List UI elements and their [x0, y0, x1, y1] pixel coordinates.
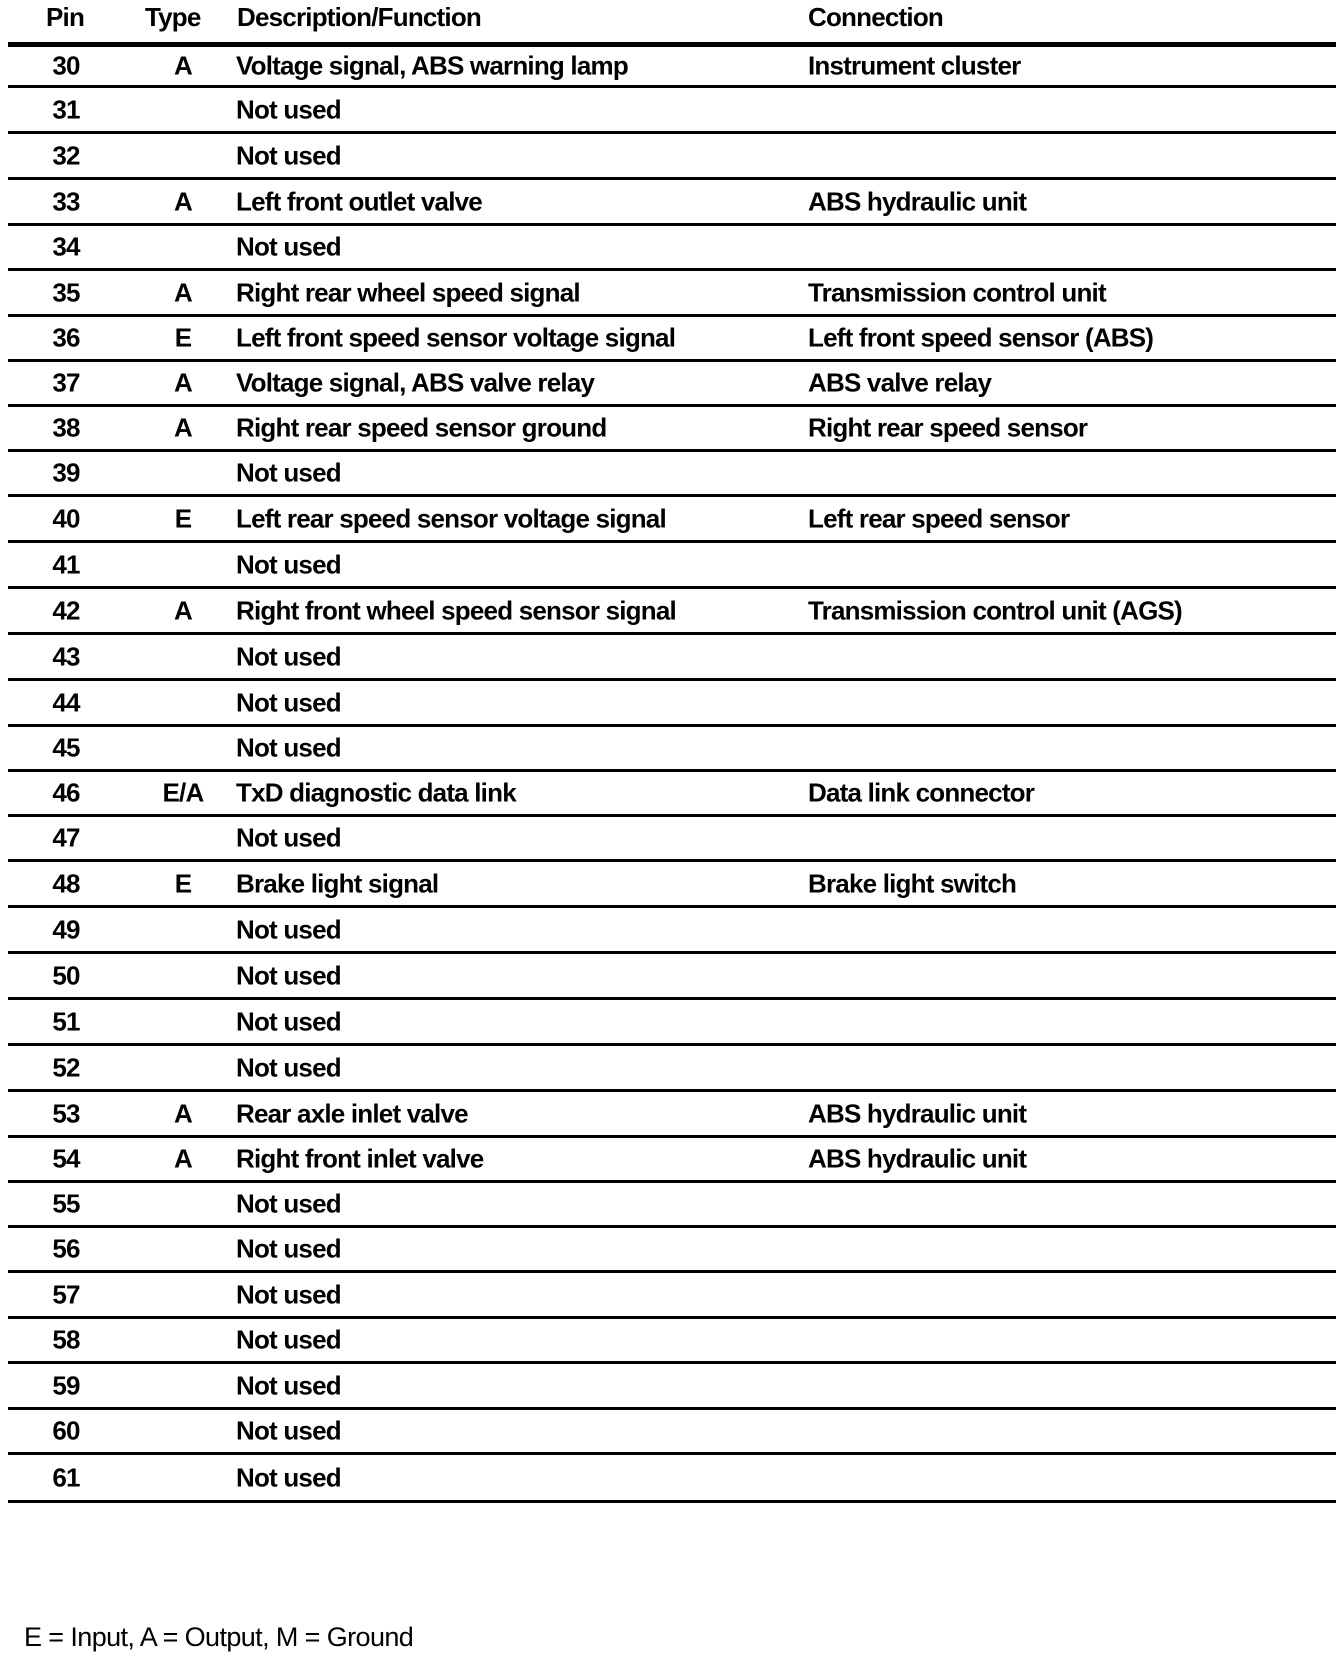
table-row [8, 817, 1336, 862]
pin-cell: 50 [52, 959, 80, 990]
table-row [8, 772, 1336, 817]
description-cell: Not used [236, 231, 341, 262]
connection-cell: Left front speed sensor (ABS) [808, 322, 1154, 353]
description-cell: TxD diagnostic data link [236, 777, 516, 808]
description-cell: Not used [236, 686, 341, 717]
pin-cell: 49 [52, 913, 80, 944]
connection-cell: ABS valve relay [808, 367, 992, 398]
table-row [8, 543, 1336, 589]
description-cell: Not used [236, 1278, 341, 1309]
description-cell: Not used [236, 1369, 341, 1400]
table-row [8, 47, 1336, 88]
description-cell: Not used [236, 1415, 341, 1446]
description-cell: Voltage signal, ABS valve relay [236, 367, 595, 398]
table-row [8, 635, 1336, 681]
table-row [8, 317, 1336, 362]
connection-cell: Transmission control unit [808, 276, 1106, 307]
table-row [8, 954, 1336, 1000]
description-cell: Not used [236, 822, 341, 853]
description-cell: Not used [236, 457, 341, 488]
table-row [8, 862, 1336, 908]
pin-cell: 34 [52, 231, 80, 262]
header-description: Description/Function [237, 2, 482, 32]
pin-cell: 48 [52, 867, 80, 898]
connection-cell: Instrument cluster [808, 50, 1021, 81]
type-cell: E/A [162, 777, 204, 808]
description-cell: Right rear wheel speed signal [236, 276, 580, 307]
type-cell: A [174, 276, 192, 307]
table-row [8, 1183, 1336, 1228]
table-row [8, 452, 1336, 497]
table-row [8, 1273, 1336, 1319]
description-cell: Not used [236, 1324, 341, 1355]
description-cell: Voltage signal, ABS warning lamp [236, 50, 628, 81]
pin-cell: 37 [52, 367, 80, 398]
description-cell: Left rear speed sensor voltage signal [236, 502, 666, 533]
pin-cell: 51 [52, 1005, 80, 1036]
description-cell: Not used [236, 1461, 341, 1492]
connection-cell: ABS hydraulic unit [808, 1097, 1027, 1128]
type-cell: E [174, 322, 192, 353]
description-cell: Not used [236, 1188, 341, 1219]
table-row [8, 497, 1336, 543]
connection-cell: Transmission control unit (AGS) [808, 594, 1182, 625]
pin-cell: 52 [52, 1051, 80, 1082]
description-cell: Right rear speed sensor ground [236, 412, 607, 443]
connection-cell: Right rear speed sensor [808, 412, 1088, 443]
description-cell: Not used [236, 1233, 341, 1264]
header-pin: Pin [46, 2, 85, 32]
type-cell: A [174, 367, 192, 398]
table-row [8, 180, 1336, 226]
pin-cell: 30 [52, 50, 80, 81]
description-cell: Left front outlet valve [236, 185, 482, 216]
table-row [8, 362, 1336, 407]
table-body [8, 47, 1336, 1503]
table-row [8, 271, 1336, 317]
pin-cell: 47 [52, 822, 80, 853]
description-cell: Not used [236, 732, 341, 763]
table-row [8, 727, 1336, 772]
connection-cell: Data link connector [808, 777, 1035, 808]
connection-cell: Brake light switch [808, 867, 1017, 898]
pin-cell: 42 [52, 594, 80, 625]
table-row [8, 1092, 1336, 1138]
pin-cell: 54 [52, 1143, 80, 1174]
type-cell: A [174, 1097, 192, 1128]
pin-cell: 61 [52, 1461, 80, 1492]
type-cell: A [174, 185, 192, 216]
type-cell: A [174, 412, 192, 443]
table-row [8, 589, 1336, 635]
description-cell: Not used [236, 1051, 341, 1082]
table-row [8, 88, 1336, 134]
connection-cell: ABS hydraulic unit [808, 1143, 1027, 1174]
pin-cell: 46 [52, 777, 80, 808]
table-row [8, 1364, 1336, 1410]
pin-cell: 38 [52, 412, 80, 443]
description-cell: Not used [236, 139, 341, 170]
connection-cell: Left rear speed sensor [808, 502, 1070, 533]
table-header [8, 0, 1336, 47]
table-row [8, 1000, 1336, 1046]
description-cell: Not used [236, 548, 341, 579]
description-cell: Not used [236, 93, 341, 124]
pin-cell: 32 [52, 139, 80, 170]
description-cell: Left front speed sensor voltage signal [236, 322, 676, 353]
type-legend: E = Input, A = Output, M = Ground [24, 1622, 414, 1652]
pin-cell: 41 [52, 548, 80, 579]
pin-cell: 58 [52, 1324, 80, 1355]
description-cell: Brake light signal [236, 867, 439, 898]
table-row [8, 681, 1336, 727]
header-type: Type [145, 2, 201, 32]
pin-cell: 33 [52, 185, 80, 216]
type-cell: E [174, 867, 192, 898]
description-cell: Not used [236, 1005, 341, 1036]
table-row [8, 134, 1336, 180]
connection-cell: ABS hydraulic unit [808, 185, 1027, 216]
description-cell: Not used [236, 913, 341, 944]
type-cell: A [174, 594, 192, 625]
pin-cell: 59 [52, 1369, 80, 1400]
pin-cell: 55 [52, 1188, 80, 1219]
pin-cell: 60 [52, 1415, 80, 1446]
pin-cell: 45 [52, 732, 80, 763]
header-connection: Connection [808, 2, 943, 32]
type-cell: A [174, 50, 192, 81]
pin-cell: 56 [52, 1233, 80, 1264]
type-cell: A [174, 1143, 192, 1174]
table-row [8, 407, 1336, 452]
table-row [8, 1228, 1336, 1273]
description-cell: Right front inlet valve [236, 1143, 484, 1174]
pin-cell: 53 [52, 1097, 80, 1128]
description-cell: Not used [236, 640, 341, 671]
pin-cell: 35 [52, 276, 80, 307]
description-cell: Right front wheel speed sensor signal [236, 594, 676, 625]
pin-cell: 44 [52, 686, 80, 717]
pin-cell: 31 [52, 93, 80, 124]
table-row [8, 226, 1336, 271]
pin-cell: 40 [52, 502, 80, 533]
pin-cell: 57 [52, 1278, 80, 1309]
table-row [8, 1455, 1336, 1503]
description-cell: Not used [236, 959, 341, 990]
table-row [8, 908, 1336, 954]
pin-cell: 36 [52, 322, 80, 353]
table-row [8, 1319, 1336, 1364]
pin-cell: 43 [52, 640, 80, 671]
table-row [8, 1138, 1336, 1183]
table-row [8, 1046, 1336, 1092]
table-row [8, 1410, 1336, 1455]
description-cell: Rear axle inlet valve [236, 1097, 468, 1128]
pin-cell: 39 [52, 457, 80, 488]
type-cell: E [174, 502, 192, 533]
